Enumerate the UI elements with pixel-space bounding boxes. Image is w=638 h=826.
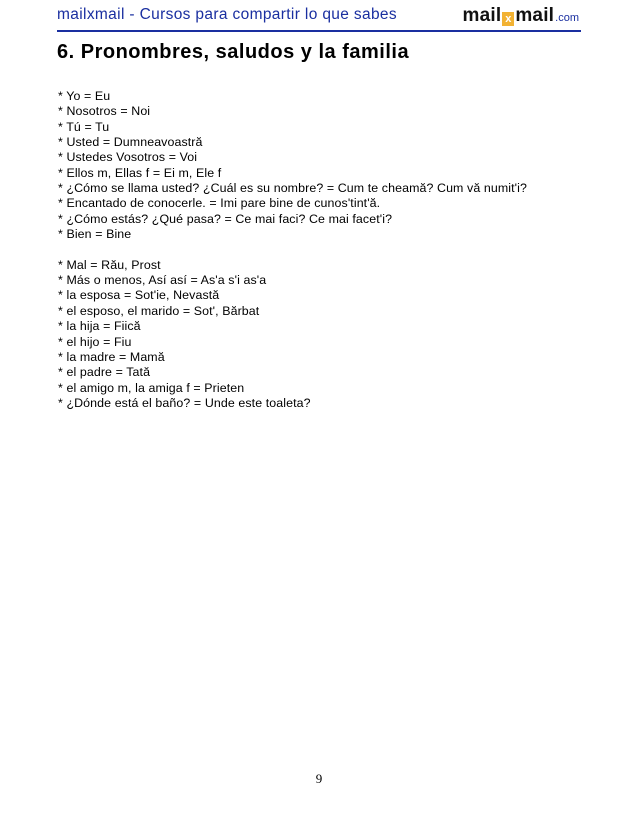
section-title: 6. Pronombres, saludos y la familia: [57, 41, 410, 63]
list-item: * ¿Cómo estás? ¿Qué pasa? = Ce mai faci? Ce mai facet'i?: [58, 211, 393, 226]
list-item: * Mal = Rău, Prost: [58, 257, 161, 272]
phrase-list: [58, 89, 527, 411]
list-item: * el padre = Tată: [58, 365, 151, 380]
list-item: * ¿Dónde está el baño? = Unde este toaleta?: [58, 395, 311, 410]
logo-text-mail-1: mail: [462, 5, 502, 26]
mailxmail-logo[interactable]: [463, 5, 580, 27]
header-divider: [57, 30, 581, 32]
logo-x-mark: x: [502, 12, 514, 26]
list-item: * Bien = Bine: [58, 227, 132, 242]
list-item: * el esposo, el marido = Sot', Bărbat: [58, 303, 260, 318]
list-item: * Yo = Eu: [58, 89, 111, 103]
list-spacer: [58, 242, 527, 257]
list-item: * la esposa = Sot'ie, Nevastă: [58, 288, 220, 303]
list-item: * Tú = Tu: [58, 119, 110, 134]
list-item: * Nosotros = Noi: [58, 104, 151, 119]
page-header: [57, 5, 580, 31]
list-item: * Más o menos, Así así = As'a s'i as'a: [58, 273, 267, 288]
list-item: * Ustedes Vosotros = Voi: [58, 150, 198, 165]
list-item: * el amigo m, la amiga f = Prieten: [58, 380, 245, 395]
list-item: * Ellos m, Ellas f = Ei m, Ele f: [58, 165, 222, 180]
header-title: mailxmail - Cursos para compartir lo que sabes: [57, 6, 397, 23]
list-item: * ¿Cómo se llama usted? ¿Cuál es su nombre? = Cum te cheamă? Cum vă numit'i?: [58, 181, 527, 196]
list-item: * la madre = Mamă: [58, 349, 165, 364]
logo-text-mail-2: mail: [515, 5, 555, 26]
list-item: * el hijo = Fiu: [58, 334, 132, 349]
list-item: * Encantado de conocerle. = Imi pare bine de cunos'tint'ă.: [58, 196, 381, 211]
page-number: 9: [315, 771, 323, 786]
list-item: * Usted = Dumneavoastră: [58, 135, 203, 150]
logo-tld: .com: [555, 12, 579, 24]
list-item: * la hija = Fiică: [58, 319, 141, 334]
